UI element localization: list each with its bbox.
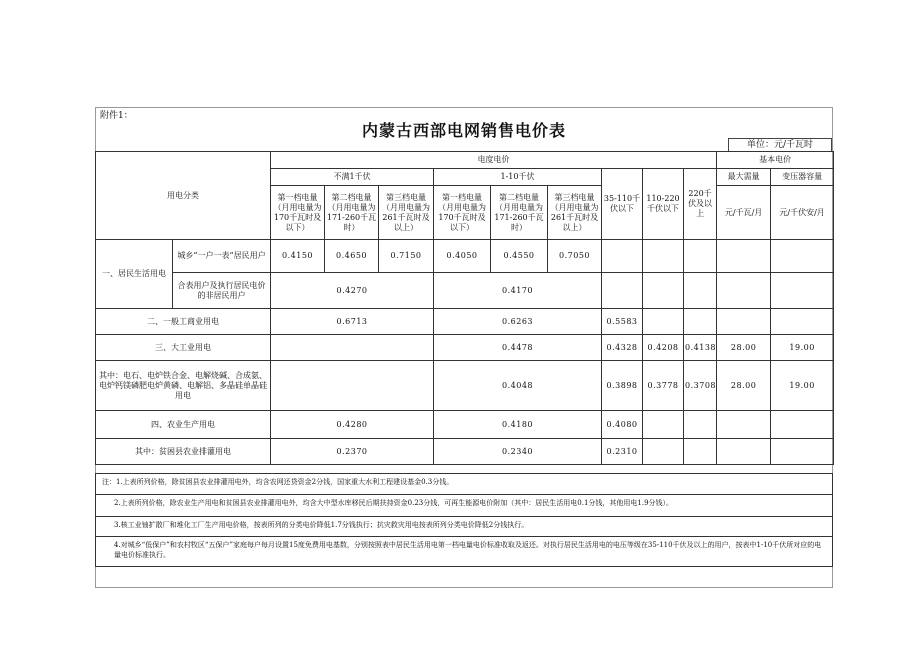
- table-row: [96, 309, 834, 335]
- unit-label: 单位：元/千瓦时: [728, 138, 832, 151]
- tier3-under1kv-header: 第三档电量（月用电量为261千瓦时及以上）: [379, 186, 434, 240]
- table-cell: 0.4270: [271, 273, 434, 309]
- note-item: 注：1.上表所列价格，除贫困县农业排灌用电外，均含农网还贷资金2分钱，国家重大水利工程建设基金0.3分钱。: [95, 473, 833, 495]
- table-cell: 0.4550: [491, 240, 548, 273]
- table-cell: 0.4048: [434, 361, 602, 411]
- transformer-unit: 元/千伏安/月: [771, 186, 834, 240]
- max-demand-header: 最大需量: [717, 169, 771, 186]
- table-row: [96, 411, 834, 439]
- table-cell: 0.4650: [325, 240, 379, 273]
- agricultural-label: 四、农业生产用电: [96, 411, 271, 439]
- basic-price-header: 基本电价: [717, 152, 834, 169]
- max-demand-unit: 元/千瓦/月: [717, 186, 771, 240]
- table-cell: 0.4478: [434, 335, 602, 361]
- tier1-under1kv-header: 第一档电量（月用电量为170千瓦时及以下）: [271, 186, 325, 240]
- table-cell: 0.4328: [602, 335, 643, 361]
- industrial-label: 三、大工业用电: [96, 335, 271, 361]
- table-row: [96, 361, 834, 411]
- under-1kv-header: 不满1千伏: [271, 169, 434, 186]
- notes-section: [95, 473, 833, 567]
- tier3-1-10kv-header: 第三档电量（月用电量为261千瓦时及以上）: [548, 186, 602, 240]
- table-cell: 0.4138: [684, 335, 717, 361]
- table-cell: 0.7050: [548, 240, 602, 273]
- table-cell: 0.4280: [271, 411, 434, 439]
- table-row: [96, 240, 834, 273]
- note-item: 2.上表所列价格，除农业生产用电和贫困县农业排灌用电外，均含大中型水库移民后期扶持资金0.23分钱，可再生能源电价附加（其中：居民生活用电0.1分钱，其他用电1.9分钱）。: [95, 495, 833, 517]
- table-cell: 0.6263: [434, 309, 602, 335]
- note-item: 4.对城乡“低保户”和农村牧区“五保户”家庭每户每月设置15度免费用电基数，分别按照表中居民生活用电第一档电量电价标准收取及返还。对执行居民生活用电的电压等级在35-110千伏及以上的用户，按表中1-10千伏所对应的电量电价标准执行。: [95, 537, 833, 567]
- table-cell: 0.4080: [602, 411, 643, 439]
- note-item: 3.核工业铀扩散厂和堆化工厂生产用电价格，按表所列的分类电价降低1.7分钱执行；抗灾救灾用电按表所列分类电价降低2分钱执行。: [95, 517, 833, 537]
- transformer-header: 变压器容量: [771, 169, 834, 186]
- table-cell: 0.2370: [271, 439, 434, 465]
- table-cell: 0.3778: [643, 361, 684, 411]
- table-cell: 0.7150: [379, 240, 434, 273]
- 35-110kv-header: 35-110千伏以下: [602, 169, 643, 240]
- table-cell: 0.4150: [271, 240, 325, 273]
- tier1-1-10kv-header: 第一档电量（月用电量为170千瓦时及以下）: [434, 186, 491, 240]
- tier2-1-10kv-header: 第二档电量（月用电量为171-260千瓦时）: [491, 186, 548, 240]
- page-title: 内蒙古西部电网销售电价表: [361, 121, 566, 140]
- 110-220kv-header: 110-220千伏以下: [643, 169, 684, 240]
- table-cell: 0.3898: [602, 361, 643, 411]
- industrial-sub-label: 其中：电石、电炉铁合金、电解烧碱、合成氨、电炉钙镁磷肥电炉黄磷、电解铝、多晶硅单晶硅用电: [96, 361, 271, 411]
- table-cell: 19.00: [771, 335, 834, 361]
- table-cell: 0.4208: [643, 335, 684, 361]
- table-row: [96, 335, 834, 361]
- agricultural-sub-label: 其中：贫困县农业排灌用电: [96, 439, 271, 465]
- residential-label: 一、居民生活用电: [96, 240, 173, 309]
- residential-sub2-label: 合表用户及执行居民电价的非居民用户: [173, 273, 271, 309]
- table-cell: 0.6713: [271, 309, 434, 335]
- energy-price-header: 电度电价: [271, 152, 717, 169]
- residential-sub1-label: 城乡“一户一表”居民用户: [173, 240, 271, 273]
- attachment-label: 附件1：: [100, 111, 133, 121]
- table-row: [96, 439, 834, 465]
- table-cell: 28.00: [717, 361, 771, 411]
- table-cell: 0.5583: [602, 309, 643, 335]
- 220kv-header: 220千伏及以上: [684, 169, 717, 240]
- commercial-label: 二、一般工商业用电: [96, 309, 271, 335]
- table-cell: 0.3708: [684, 361, 717, 411]
- category-header: 用电分类: [96, 152, 271, 240]
- table-cell: 19.00: [771, 361, 834, 411]
- 1-10kv-header: 1-10千伏: [434, 169, 602, 186]
- table-cell: 0.4050: [434, 240, 491, 273]
- table-cell: 0.4180: [434, 411, 602, 439]
- table-row: [96, 273, 834, 309]
- tier2-under1kv-header: 第二档电量（月用电量为171-260千瓦时）: [325, 186, 379, 240]
- table-cell: 0.4170: [434, 273, 602, 309]
- table-cell: 0.2310: [602, 439, 643, 465]
- table-cell: 28.00: [717, 335, 771, 361]
- table-cell: 0.2340: [434, 439, 602, 465]
- price-table: [95, 151, 834, 465]
